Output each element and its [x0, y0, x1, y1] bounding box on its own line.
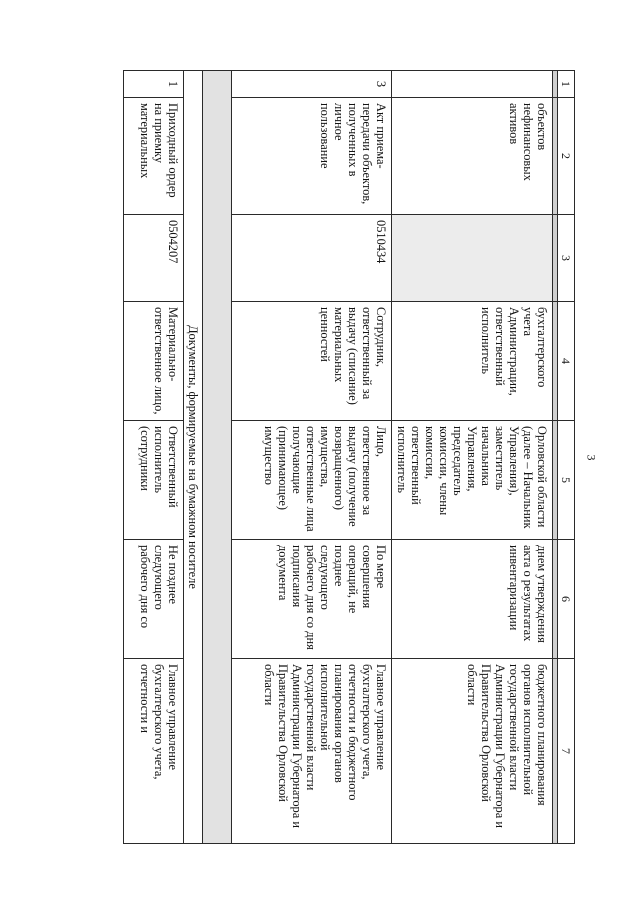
band-cell [553, 302, 558, 421]
band-cell [553, 98, 558, 215]
band-cell [553, 71, 558, 98]
page-number: 3 [584, 454, 599, 461]
table-row [232, 71, 392, 844]
responsible-cell: бухгалтерского учета Администрации, ответственный исполнитель [392, 302, 553, 421]
responsible-cell: Материально-ответственное лицо, [124, 302, 184, 421]
recipient-cell: Главное управление бухгалтерского учета, отчетности и [124, 659, 184, 844]
column-number: 2 [558, 98, 575, 215]
column-number: 6 [558, 540, 575, 659]
signers-cell: Лицо, ответственное за выдачу (получение возвращенного) имущества, ответственные лица получающие (принимающее) имущество [232, 421, 392, 540]
column-number-row [558, 71, 575, 844]
band-cell [553, 659, 558, 844]
recipient-cell: бюджетного планирования органов исполнительной государственной власти Администрации Губернатора и Правительства Орловской области [392, 659, 553, 844]
section-row [184, 71, 203, 844]
recipient-cell: Главное управление бухгалтерского учета, отчетности и бюджетного планирования органов исполнительной государственной власти Администрации Губернатора и Правительства Орловской области [232, 659, 392, 844]
spacer-cell [203, 71, 232, 844]
form-code-cell: 0510434 [232, 215, 392, 302]
document-name-cell: объектов нефинансовых активов [392, 98, 553, 215]
form-code-cell [392, 215, 553, 302]
spacer-row [203, 71, 232, 844]
deadline-cell: Не позднее следующего рабочего дня со [124, 540, 184, 659]
document-table [123, 70, 575, 844]
section-title: Документы, формируемые на бумажном носителе [184, 71, 203, 844]
document-name-cell: Приходный ордер на приемку материальных [124, 98, 184, 215]
band-cell [553, 421, 558, 540]
band-cell [553, 540, 558, 659]
deadline-cell: По мере совершения операций, не позднее следующего рабочего дня со дня подписания документа [232, 540, 392, 659]
signers-cell: Ответственный исполнитель (сотрудники [124, 421, 184, 540]
signers-cell: Орловской области (далее – Начальник Управления), заместитель начальника Управления, председатель комиссии, члены комиссии, ответственный исполнитель [392, 421, 553, 540]
table-row [392, 71, 553, 844]
responsible-cell: Сотрудник, ответственный за выдачу (списание) материальных ценностей [232, 302, 392, 421]
column-number: 3 [558, 215, 575, 302]
deadline-cell: днем утверждения акта о результатах инвентаризации [392, 540, 553, 659]
form-code-cell: 0504207 [124, 215, 184, 302]
column-number: 5 [558, 421, 575, 540]
row-number-cell: 3 [232, 71, 392, 98]
document-name-cell: Акт приема-передачи объектов, полученных в личное пользование [232, 98, 392, 215]
header-band [553, 71, 558, 844]
band-cell [553, 215, 558, 302]
column-number: 4 [558, 302, 575, 421]
rotated-table-container [125, 70, 575, 840]
column-number: 1 [558, 71, 575, 98]
row-number-cell: 1 [124, 71, 184, 98]
row-number-cell [392, 71, 553, 98]
column-number: 7 [558, 659, 575, 844]
table-row [124, 71, 184, 844]
